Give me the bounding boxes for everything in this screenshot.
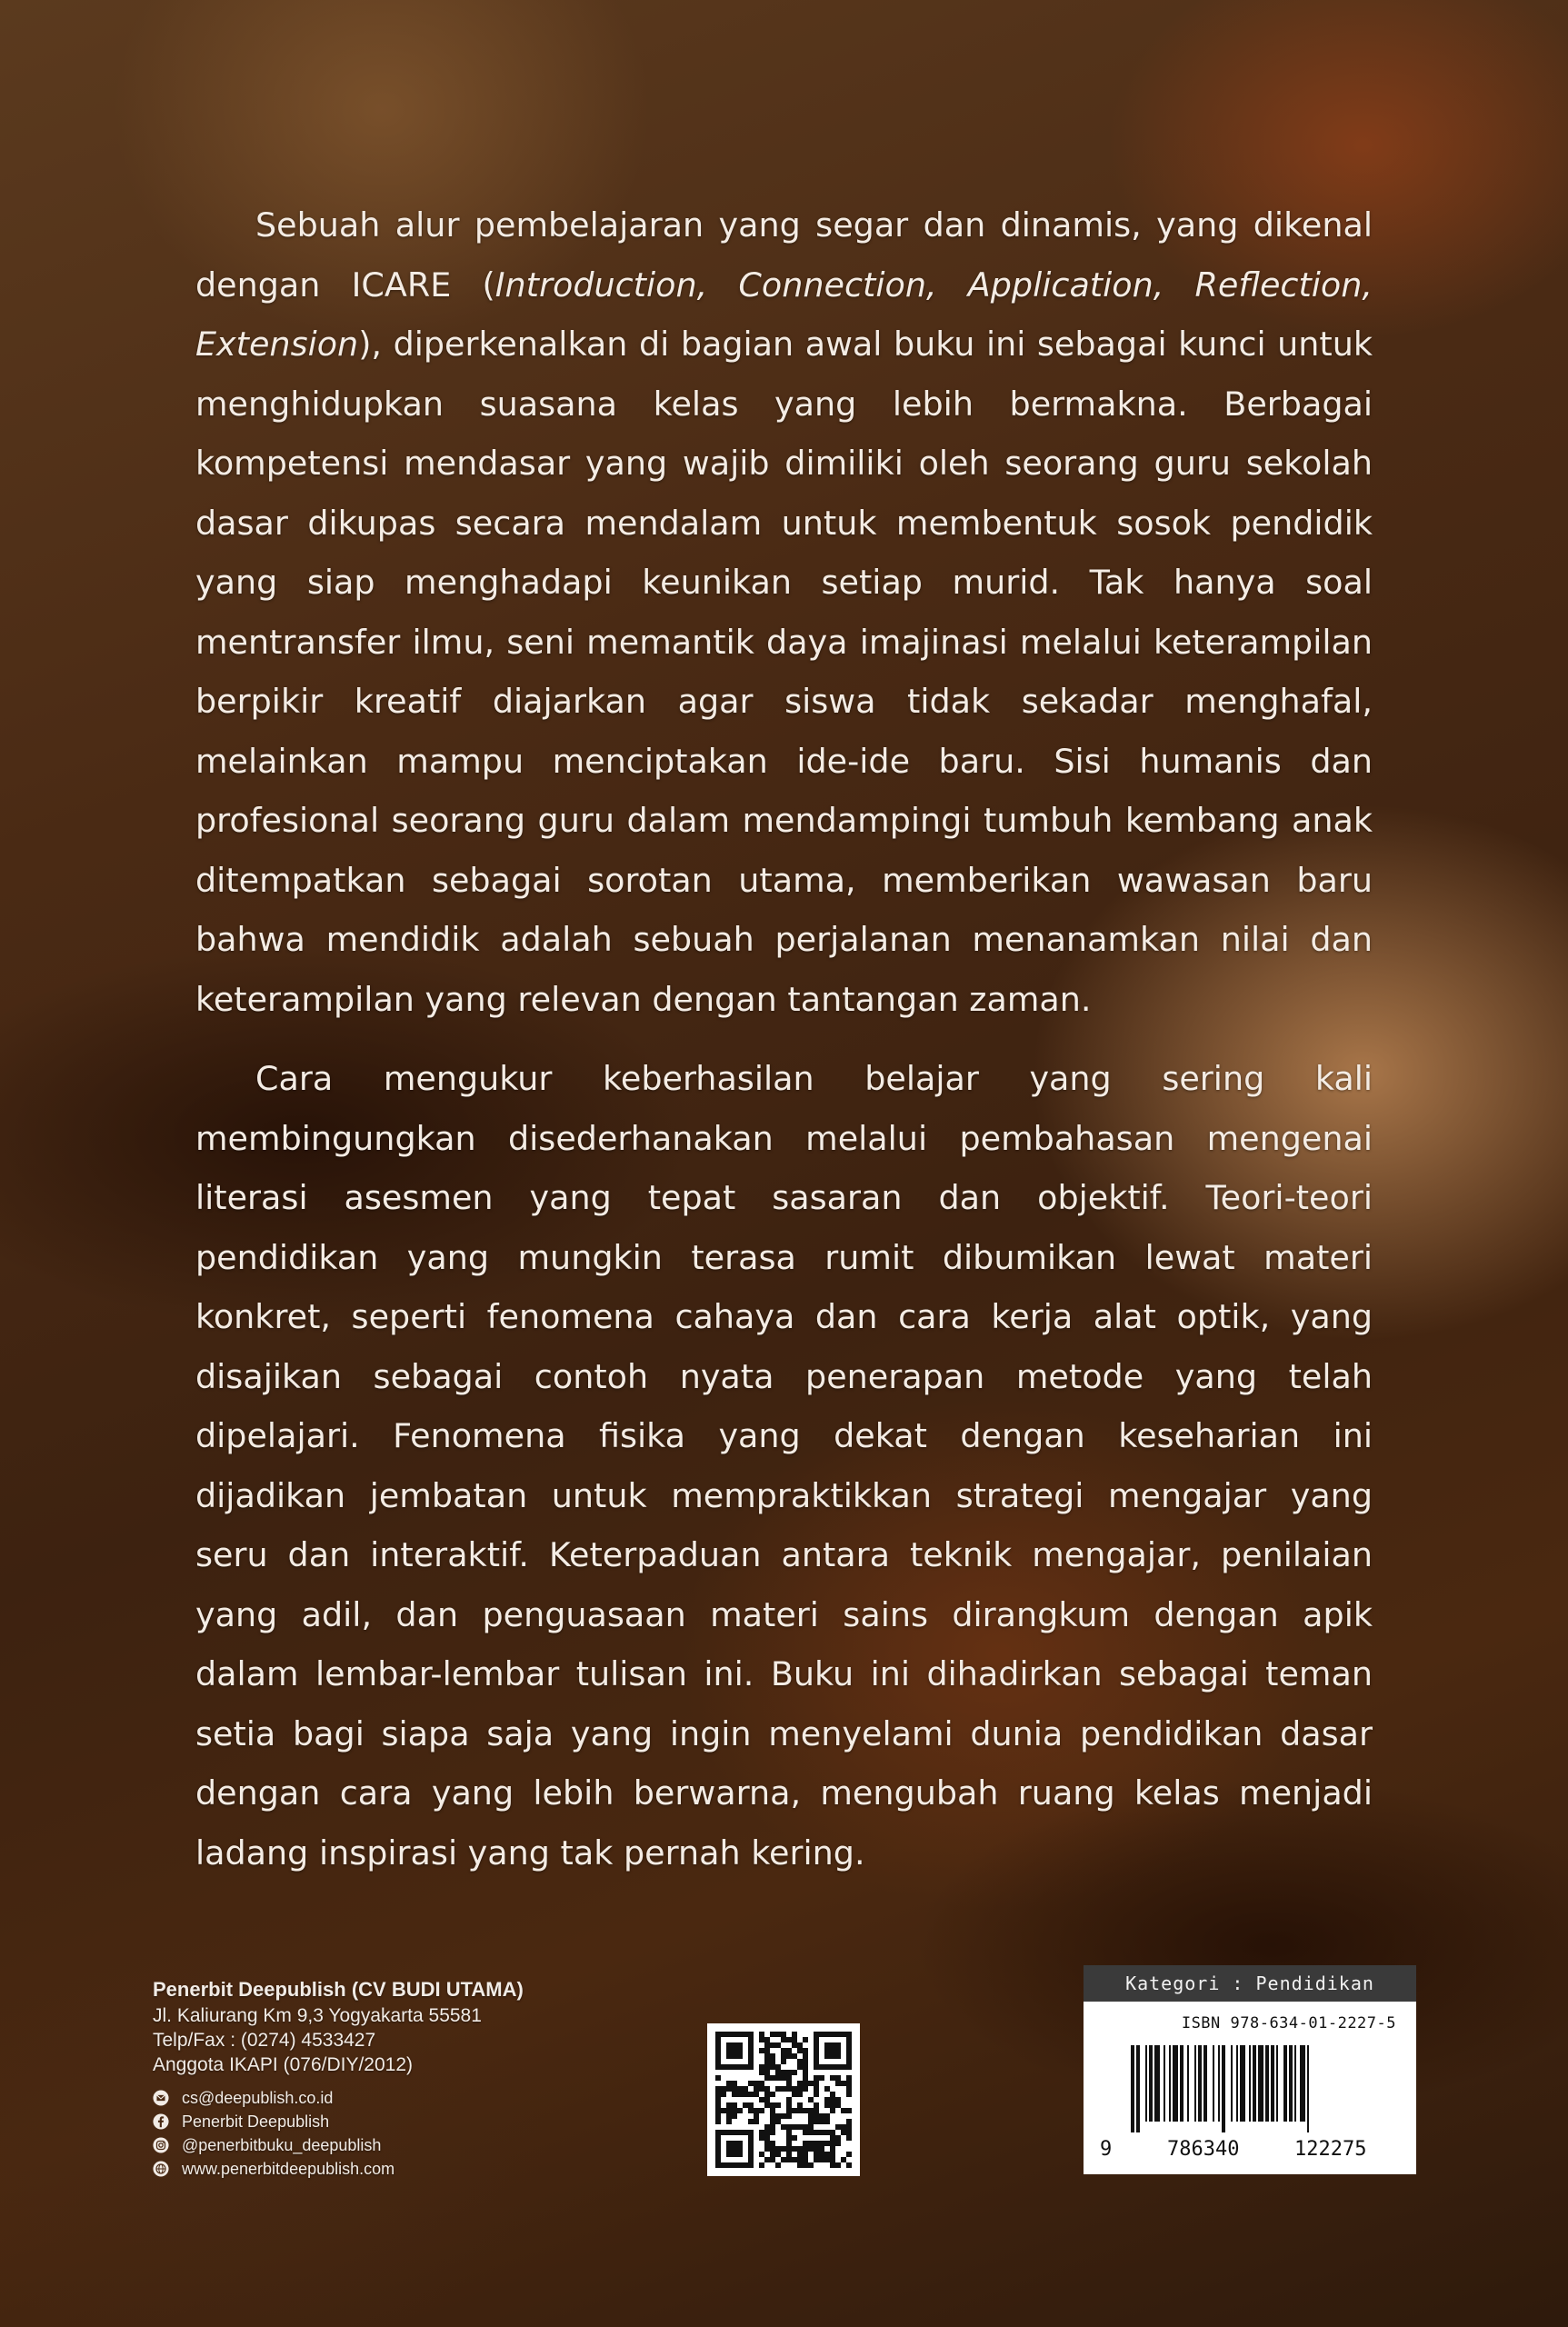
- publisher-contacts: [153, 2086, 662, 2181]
- blurb-paragraph-1-end: ), diperkenalkan di bagian awal buku ini sebagai kunci untuk menghidupkan suasana kelas yang lebih bermakna. Berbagai kompetensi mendasar yang wajib dimiliki oleh seorang guru sekolah dasar dikupas secara mendalam untuk membentuk sosok pendidik yang siap menghadapi keunikan setiap murid. Tak hanya soal mentransfer ilmu, seni memantik daya imajinasi melalui keterampilan berpikir kreatif diajarkan agar siswa tidak sekadar menghafal, melainkan mampu menciptakan ide-ide baru. Sisi humanis dan profesional seorang guru dalam mendampingi tumbuh kembang anak ditempatkan sebagai sorotan utama, memberikan wawasan baru bahwa mendidik adalah sebuah perjalanan menanamkan nilai dan keterampilan yang relevan dengan tantangan zaman.: [195, 325, 1373, 1019]
- isbn-barcode-label: [1084, 1965, 1416, 2174]
- email-icon: [153, 2090, 169, 2106]
- blurb-paragraph-1: [195, 195, 1373, 1029]
- publisher-phone: Telp/Fax : (0274) 4533427: [153, 2030, 376, 2051]
- barcode-icon: [1131, 2045, 1394, 2132]
- contact-instagram[interactable]: [153, 2133, 662, 2157]
- barcode-area: [1084, 2002, 1416, 2174]
- kategori-label: Kategori : Pendidikan: [1084, 1965, 1416, 2002]
- publisher-info: [153, 1976, 662, 2181]
- icare-expansion: Introduction, Connection, Application, Reflection, Extension: [195, 265, 1373, 364]
- contact-facebook-text: Penerbit Deepublish: [182, 2112, 330, 2131]
- barcode-left-digits: 786340: [1167, 2138, 1240, 2161]
- back-cover-blurb: [195, 195, 1373, 1903]
- contact-instagram-text: @penerbitbuku_deepublish: [182, 2136, 382, 2154]
- publisher-address: Jl. Kaliurang Km 9,3 Yogyakarta 55581: [153, 2005, 482, 2026]
- instagram-icon: [153, 2137, 169, 2153]
- barcode-first-digit: 9: [1100, 2138, 1113, 2161]
- isbn-number: ISBN 978-634-01-2227-5: [1181, 2014, 1396, 2032]
- contact-website-text: www.penerbitdeepublish.com: [182, 2160, 395, 2178]
- blurb-paragraph-2: Cara mengukur keberhasilan belajar yang sering kali membingungkan disederhanakan melalui pembahasan mengenai literasi asesmen yang tepat sasaran dan objektif. Teori-teori pendidikan yang mungkin terasa rumit dibumikan lewat materi konkret, seperti fenomena cahaya dan cara kerja alat optik, yang disajikan sebagai contoh nyata penerapan metode yang telah dipelajari. Fenomena fisika yang dekat dengan keseharian ini dijadikan jembatan untuk mempraktikkan strategi mengajar yang seru dan interaktif. Keterpaduan antara teknik mengajar, penilaian yang adil, dan penguasaan materi sains dirangkum dengan apik dalam lembar-lembar tulisan ini. Buku ini dihadirkan sebagai teman setia bagi siapa saja yang ingin menyelami dunia pendidikan dasar dengan cara yang lebih berwarna, mengubah ruang kelas menjadi ladang inspirasi yang tak pernah kering.: [195, 1059, 1373, 1873]
- barcode-right-digits: 122275: [1294, 2138, 1367, 2161]
- publisher-ikapi: Anggota IKAPI (076/DIY/2012): [153, 2054, 414, 2075]
- qr-code-icon: [707, 2023, 860, 2176]
- qr-code[interactable]: [707, 2023, 860, 2176]
- contact-website[interactable]: [153, 2157, 662, 2181]
- publisher-name: Penerbit Deepublish (CV BUDI UTAMA): [153, 1978, 524, 2001]
- blurb-paragraph-1-start: Sebuah alur pembelajaran yang segar dan dinamis, yang dikenal dengan ICARE (: [195, 205, 1373, 305]
- globe-icon: [153, 2161, 169, 2177]
- contact-email-text: cs@deepublish.co.id: [182, 2089, 334, 2107]
- contact-email[interactable]: [153, 2086, 662, 2110]
- contact-facebook[interactable]: [153, 2110, 662, 2133]
- facebook-icon: [153, 2113, 169, 2130]
